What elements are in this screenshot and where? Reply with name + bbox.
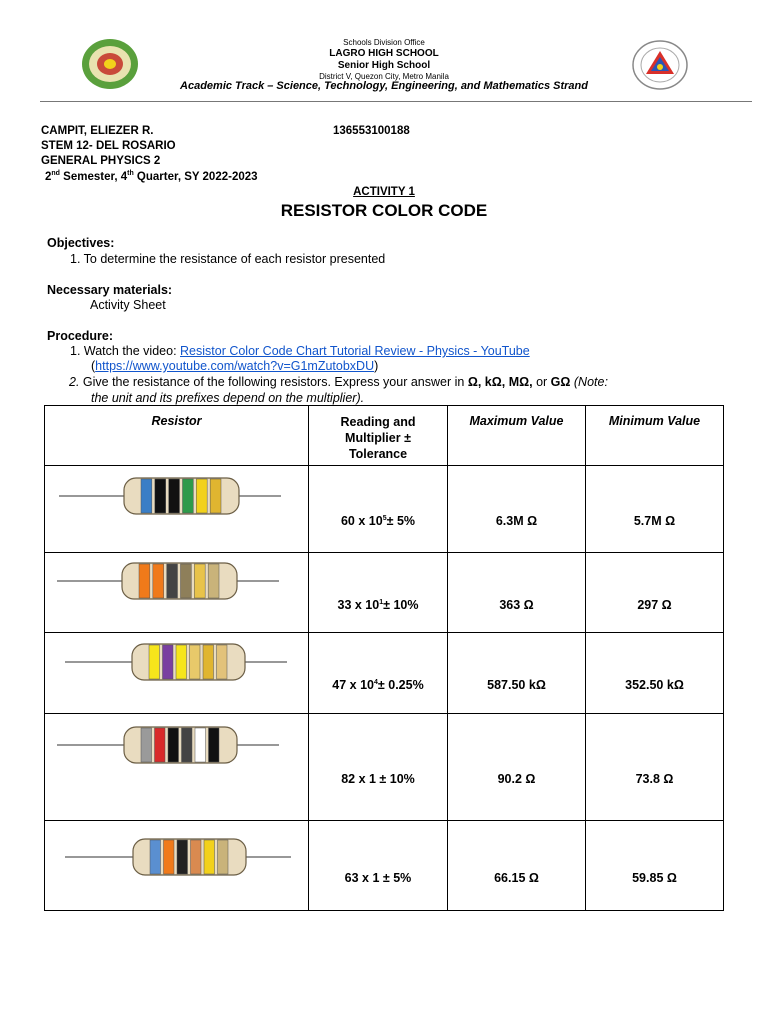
resistor-cell [45,821,309,911]
color-band [167,564,178,598]
color-band [163,645,174,679]
procedure-step-2: 2. Give the resistance of the following resistors. Express your answer in Ω, kΩ, MΩ, or GΩ (Note: [69,375,608,389]
header-minimum: Minimum Value [586,406,724,466]
color-band [196,479,207,513]
procedure-step-1-url: (https://www.youtube.com/watch?v=G1mZutobxDU) [91,359,379,373]
resistor-table [44,405,724,911]
minimum-value: 297 Ω [586,553,724,633]
color-band [155,728,166,762]
color-band [141,479,152,513]
resistor-cell [45,633,309,714]
reading-cell: 63 x 1 ± 5% [309,821,448,911]
resistor-cell [45,714,309,821]
video-title-link[interactable]: Resistor Color Code Chart Tutorial Review - Physics - YouTube [180,344,530,358]
procedure-step-2-note: the unit and its prefixes depend on the multiplier). [91,391,365,405]
color-band [183,479,194,513]
color-band [169,479,180,513]
resistor-image [45,553,307,627]
color-band [155,479,166,513]
color-band [176,645,187,679]
color-band [168,728,179,762]
color-band [139,564,150,598]
color-band [217,645,228,679]
video-url-link[interactable]: https://www.youtube.com/watch?v=G1mZutobxDU [95,359,375,373]
academic-track: Academic Track – Science, Technology, Engineering, and Mathematics Strand [180,80,588,92]
maximum-value: 363 Ω [448,553,586,633]
school-term: 2nd Semester, 4th Quarter, SY 2022-2023 [45,170,258,183]
reading-cell: 33 x $10^1\pm 10\%$ [309,553,448,633]
color-band [194,564,205,598]
color-band [181,564,192,598]
resistor-image [45,466,307,547]
resistor-image [45,714,307,815]
table-header-row [45,406,724,466]
color-band [195,728,206,762]
table-row [45,633,724,714]
color-band [153,564,164,598]
resistor-image [45,821,307,905]
activity-label: ACTIVITY 1 [353,186,415,198]
color-band [141,728,152,762]
activity-title: RESISTOR COLOR CODE [280,201,488,220]
color-band [191,840,202,874]
color-band [209,728,220,762]
procedure-step-1: 1. Watch the video: Resistor Color Code Chart Tutorial Review - Physics - YouTube [70,344,530,358]
student-subject: GENERAL PHYSICS 2 [41,155,161,167]
table-row [45,553,724,633]
materials-heading: Necessary materials: [47,283,173,297]
color-band [182,728,193,762]
maximum-value: 90.2 Ω [448,714,586,821]
minimum-value: 5.7M Ω [586,466,724,553]
material-item: Activity Sheet [90,298,166,312]
school-name: LAGRO HIGH SCHOOL [329,48,439,59]
table-row [45,466,724,553]
maximum-value: 66.15 Ω [448,821,586,911]
color-band [210,479,221,513]
table-row [45,714,724,821]
color-band [203,645,214,679]
division-office-text: Schools Division Office [343,38,425,47]
minimum-value: 59.85 Ω [586,821,724,911]
student-section: STEM 12- DEL ROSARIO [41,140,176,152]
procedure-heading: Procedure: [47,329,113,343]
maximum-value: 6.3M Ω [448,466,586,553]
maximum-value: 587.50 kΩ [448,633,586,714]
reading-cell: 47 x $10^4\pm 0.25\%$ [309,633,448,714]
table-row [45,821,724,911]
color-band [204,840,215,874]
header-maximum: Maximum Value [448,406,586,466]
color-band [218,840,229,874]
resistor-cell [45,466,309,553]
header-resistor: Resistor [45,406,309,466]
student-name: CAMPIT, ELIEZER R. [41,125,154,137]
minimum-value: 73.8 Ω [586,714,724,821]
objectives-heading: Objectives: [47,236,115,250]
student-id: 136553100188 [333,125,410,137]
school-level: Senior High School [337,60,431,71]
school-address: District V, Quezon City, Metro Manila [319,72,449,81]
color-band [150,840,161,874]
color-band [208,564,219,598]
reading-cell: 82 x 1 ± 10% [309,714,448,821]
minimum-value: 352.50 kΩ [586,633,724,714]
resistor-image [45,633,307,708]
objective-item: 1. To determine the resistance of each resistor presented [70,252,386,266]
header-reading: Reading and Multiplier ± Tolerance [309,406,448,466]
header-divider [40,101,752,102]
color-band [149,645,160,679]
reading-cell: 60 x $10^5\pm 5\%$ [309,466,448,553]
resistor-cell [45,553,309,633]
color-band [164,840,175,874]
color-band [177,840,188,874]
color-band [190,645,201,679]
